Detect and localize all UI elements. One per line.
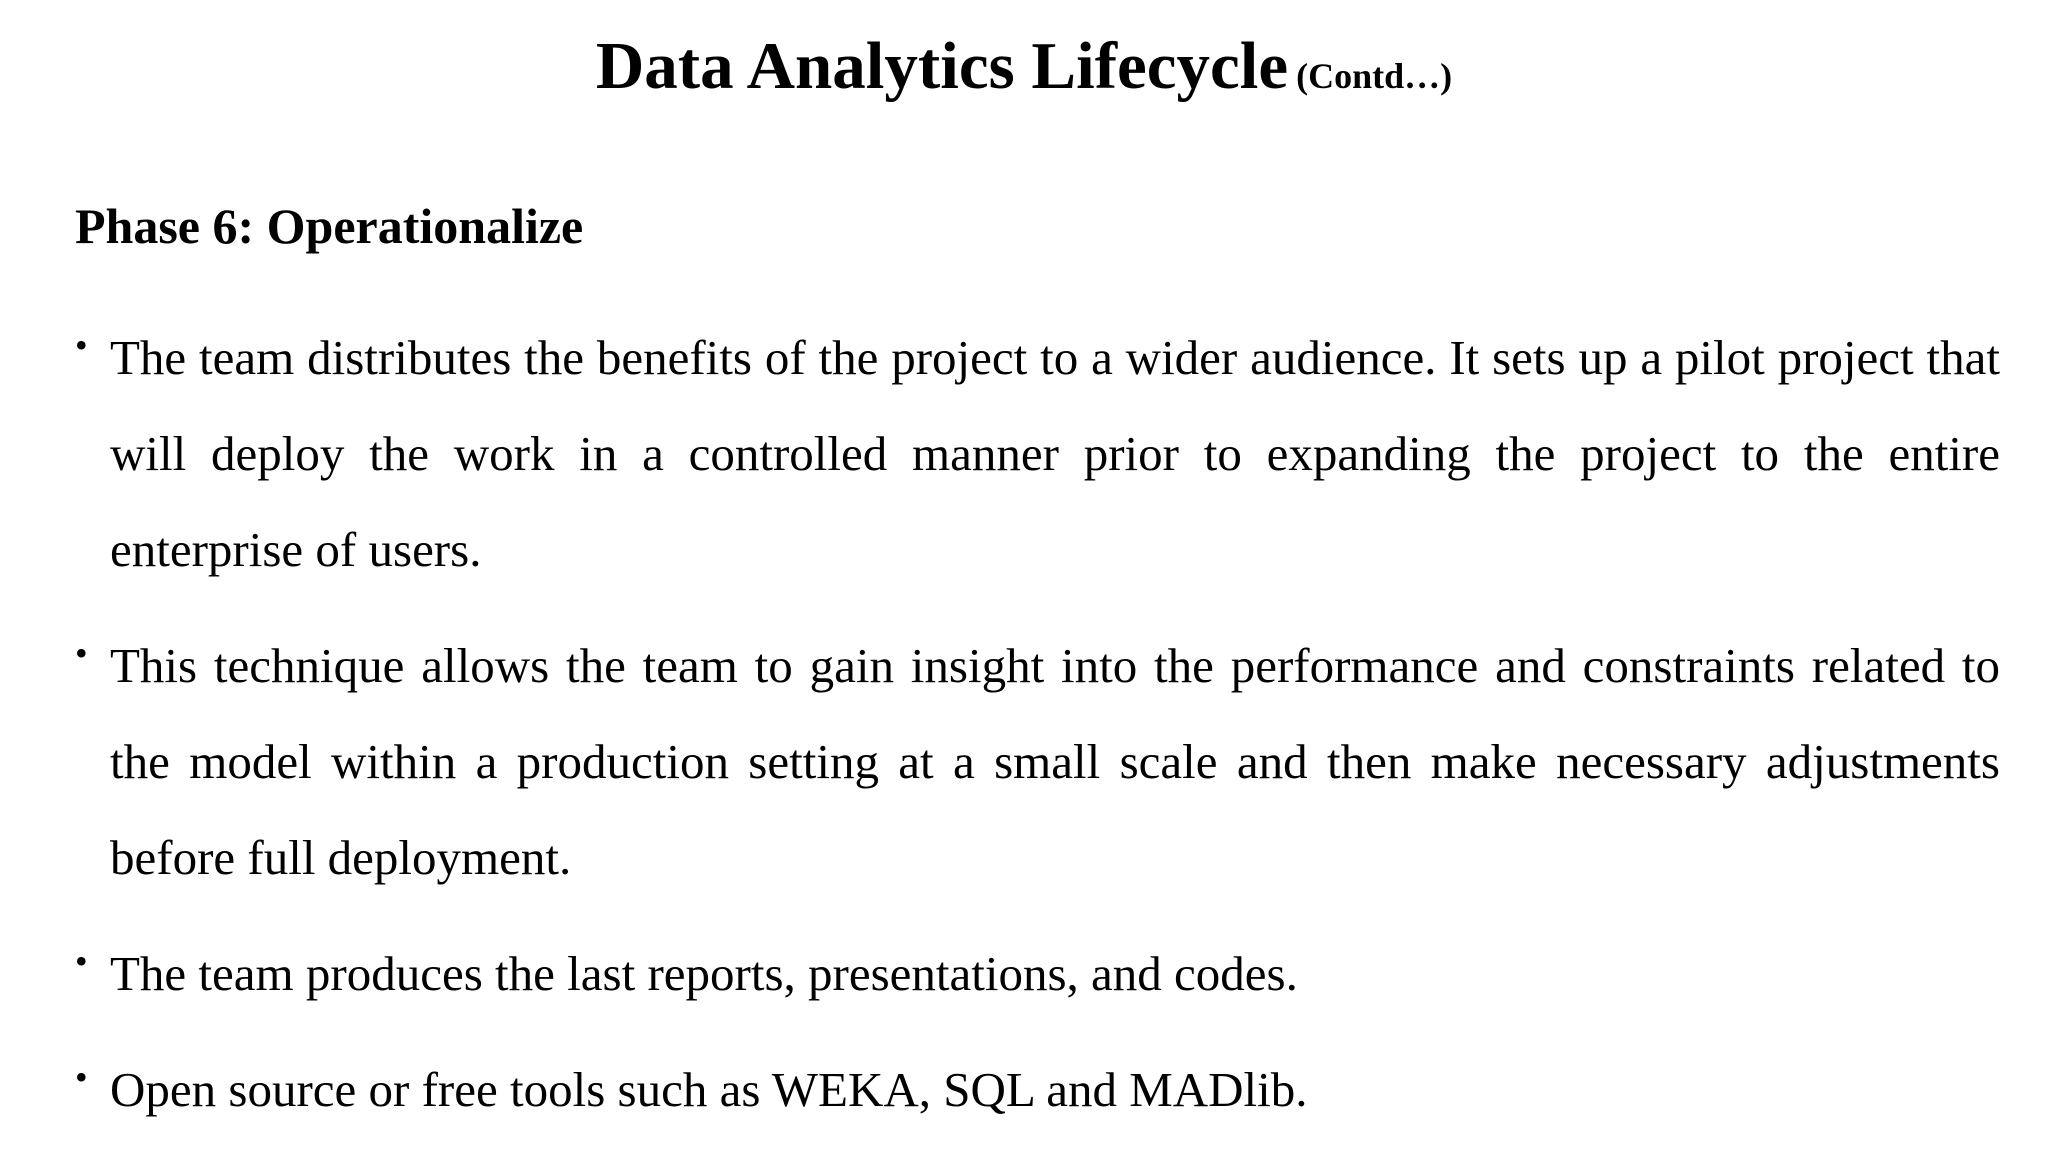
bullet-text: Open source or free tools such as WEKA, SQL and MADlib. bbox=[110, 1062, 1308, 1117]
slide-title-main: Data Analytics Lifecycle bbox=[595, 29, 1289, 103]
bullet-icon: • bbox=[75, 941, 88, 981]
bullet-item bbox=[75, 926, 2000, 1022]
slide-title bbox=[0, 26, 2048, 116]
bullet-list bbox=[75, 310, 2000, 1152]
bullet-text: The team distributes the benefits of the project to a wider audience. It sets up a pilot project that will deploy the work in a controlled manner prior to expanding the project to the entire enterprise of users. bbox=[110, 330, 2000, 577]
bullet-text: This technique allows the team to gain insight into the performance and constraints related to the model within a production setting at a small scale and then make necessary adjustments before full deployment. bbox=[110, 638, 2000, 885]
bullet-icon: • bbox=[75, 633, 88, 673]
bullet-icon: • bbox=[75, 325, 88, 365]
bullet-icon: • bbox=[75, 1057, 88, 1097]
bullet-text: The team produces the last reports, presentations, and codes. bbox=[110, 946, 1298, 1001]
bullet-item bbox=[75, 310, 2000, 598]
slide-title-suffix: (Contd…) bbox=[1296, 56, 1453, 96]
bullet-item bbox=[75, 618, 2000, 906]
bullet-item bbox=[75, 1042, 2000, 1138]
phase-heading: Phase 6: Operationalize bbox=[75, 198, 584, 254]
